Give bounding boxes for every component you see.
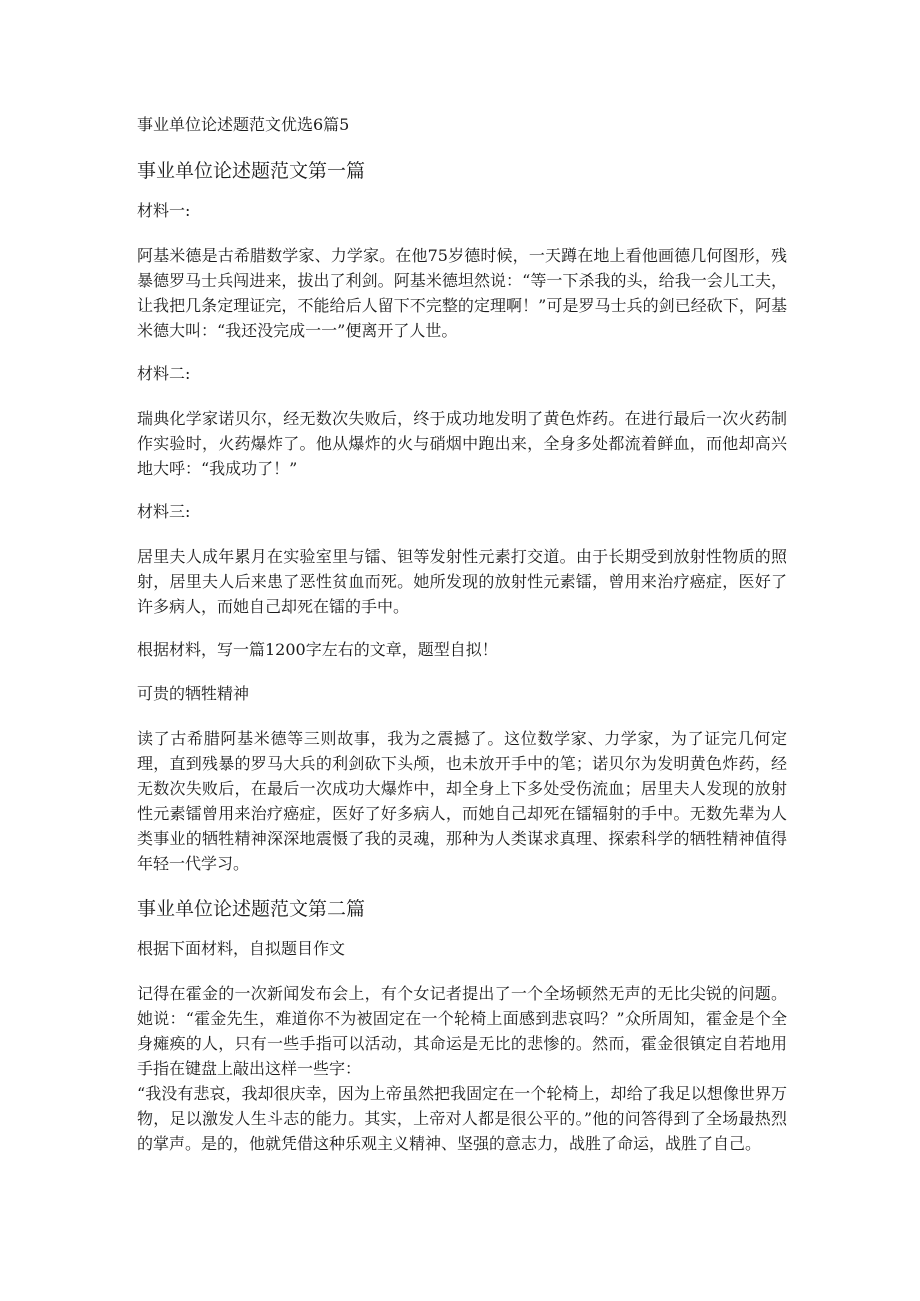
section-2-text-2: “我没有悲哀，我却很庆幸，因为上帝虽然把我固定在一个轮椅上，却给了我足以想像世界万物，足以激发人生斗志的能力。其实，上帝对人都是很公平的。”他的问答得到了全场最热烈的掌声。是的，他就凭借这种乐观主义精神、坚强的意志力，战胜了命运，战胜了自己。: [137, 1084, 787, 1153]
section-2-prompt: 根据下面材料，自拟题目作文: [137, 939, 346, 958]
section-2-title: 事业单位论述题范文第二篇: [137, 898, 366, 920]
material-3-text: 居里夫人成年累月在实验室里与镭、钽等发射性元素打交道。由于长期受到放射性物质的照射，居里夫人后来患了恶性贫血而死。她所发现的放射性元素镭，曾用来治疗癌症，医好了许多病人，而她自己却死在镭的手中。: [137, 547, 787, 616]
essay-title: 可贵的牺牲精神: [137, 684, 250, 703]
material-1-text: 阿基米德是古希腊数学家、力学家。在他75岁德时候，一天蹲在地上看他画德几何图形，残暴德罗马士兵闯进来，拔出了利剑。阿基米德坦然说：“等一下杀我的头，给我一会儿工夫，让我把几条定理证完，不能给后人留下不完整的定理啊！”可是罗马士兵的剑已经砍下，阿基米德大叫：“我还没完成一一”便离开了人世。: [137, 246, 787, 340]
essay-prompt: 根据材料，写一篇1200字左右的文章，题型自拟！: [137, 640, 498, 659]
document-title: 事业单位论述题范文优选6篇5: [137, 115, 350, 134]
section-2-text-1: 记得在霍金的一次新闻发布会上，有个女记者提出了一个全场顿然无声的无比尖锐的问题。她说：“霍金先生，难道你不为被固定在一个轮椅上面感到悲哀吗？”众所周知，霍金是个全身瘫痪的人，只有一些手指可以活动，其命运是无比的悲惨的。然而，霍金很镇定自若地用手指在键盘上敲出这样一些字：: [137, 984, 787, 1078]
material-1-label: 材料一:: [137, 201, 191, 220]
material-3-label: 材料三:: [137, 502, 191, 521]
section-1-title: 事业单位论述题范文第一篇: [137, 160, 366, 182]
essay-text: 读了古希腊阿基米德等三则故事，我为之震撼了。这位数学家、力学家，为了证完几何定理，直到残暴的罗马大兵的利剑砍下头颅，也未放开手中的笔；诺贝尔为发明黄色炸药，经无数次失败后，在最后一次成功大爆炸中，却全身上下多处受伤流血；居里夫人发现的放射性元素镭曾用来治疗癌症，医好了好多病人，而她自己却死在镭辐射的手中。无数先辈为人类事业的牺牲精神深深地震慑了我的灵魂，那种为人类谋求真理、探索科学的牺牲精神值得年轻一代学习。: [137, 729, 787, 873]
document-body: [137, 113, 787, 1156]
material-2-text: 瑞典化学家诺贝尔，经无数次失败后，终于成功地发明了黄色炸药。在进行最后一次火药制作实验时，火药爆炸了。他从爆炸的火与硝烟中跑出来，全身多处都流着鲜血，而他却高兴地大呼：“我成功了！”: [137, 409, 787, 478]
material-2-label: 材料二:: [137, 364, 191, 383]
